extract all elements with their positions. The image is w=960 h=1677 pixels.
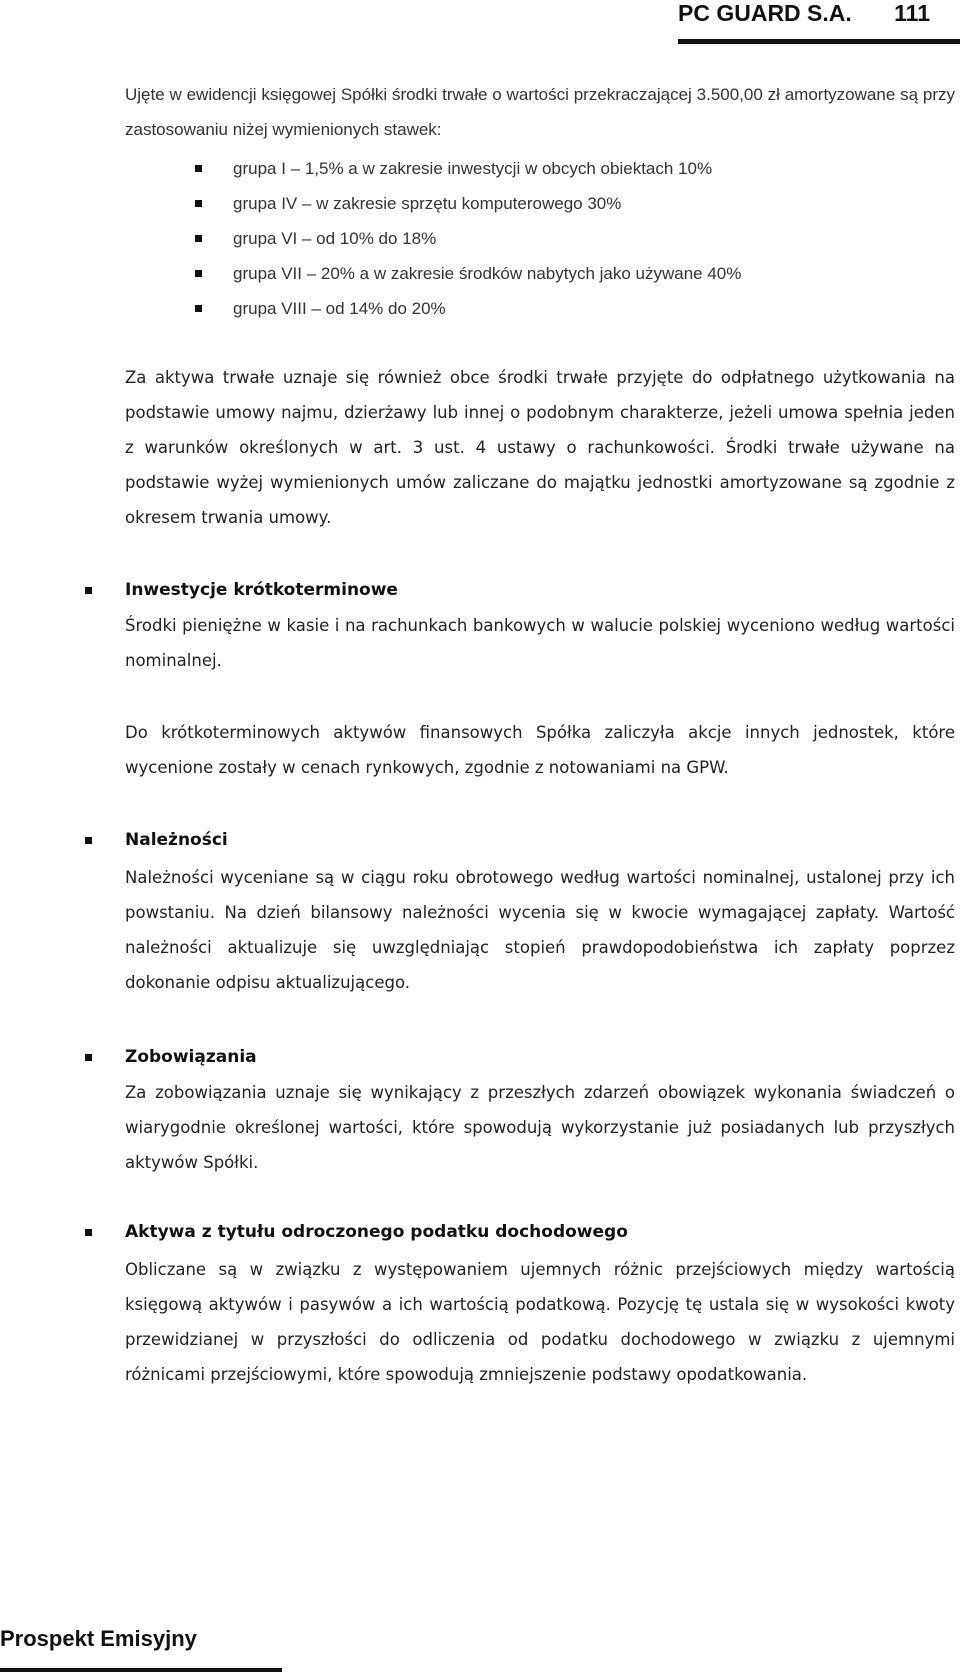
square-bullet-icon [85,587,92,594]
section-body [125,715,955,785]
page-footer [0,1626,282,1666]
depreciation-rates-list [195,151,741,326]
company-title: PC GUARD S.A. [678,0,852,26]
footer-rule [0,1668,282,1672]
list-item [195,256,741,291]
paragraph-text: Obliczane są w związku z występowaniem ujemnych różnic przejściowych między wartością księgową aktywów i pasywów a ich wartością podatkową. Pozycję tę ustala się w wysokości kwoty przewidzianej w przyszłości do odliczenia od podatku dochodowego w związku z ujemnymi różnicami przejściowymi, które spowodują zmniejszenie podstawy opodatkowania. [125,1260,955,1384]
paragraph-text: Do krótkoterminowych aktywów finansowych Spółka zaliczyła akcje innych jednostek, które wycenione zostały w cenach rynkowych, zgodnie z notowaniami na GPW. [125,723,955,777]
square-bullet-icon [195,235,202,242]
section-body [125,1075,955,1180]
list-item [195,186,741,221]
square-bullet-icon [195,305,202,312]
section-heading-text: Zobowiązania [125,1047,257,1067]
list-item-text: grupa VIII – od 14% do 20% [233,299,446,318]
section-heading-text: Inwestycje krótkoterminowe [125,580,398,600]
square-bullet-icon [195,270,202,277]
section-body [125,1252,955,1392]
square-bullet-icon [195,165,202,172]
page-number: 111 [894,0,930,26]
section-heading-text: Aktywa z tytułu odroczonego podatku dochodowego [125,1222,628,1242]
paragraph-text: Środki pieniężne w kasie i na rachunkach bankowych w walucie polskiej wyceniono według wartości nominalnej. [125,616,955,670]
footer-title: Prospekt Emisyjny [0,1626,197,1651]
list-item [195,151,741,186]
list-item-text: grupa VII – 20% a w zakresie środków nabytych jako używane 40% [233,264,742,283]
list-item-text: grupa VI – od 10% do 18% [233,229,437,248]
square-bullet-icon [85,1054,92,1061]
page-header [678,0,960,44]
square-bullet-icon [85,837,92,844]
section-heading-text: Należności [125,830,228,850]
section-body [125,860,955,1000]
list-item [195,221,741,256]
square-bullet-icon [85,1229,92,1236]
leasing-paragraph [125,360,955,535]
paragraph-text: Należności wyceniane są w ciągu roku obrotowego według wartości nominalnej, ustalonej przy ich powstaniu. Na dzień bilansowy należności wycenia się w kwocie wymagającej zapłaty. Wartość należności aktualizuje się uwzględniając stopień prawdopodobieństwa ich zapłaty poprzez dokonanie odpisu aktualizującego. [125,868,955,992]
list-item-text: grupa IV – w zakresie sprzętu komputerowego 30% [233,194,622,213]
list-item-text: grupa I – 1,5% a w zakresie inwestycji w obcych obiektach 10% [233,159,713,178]
header-rule [678,39,960,44]
square-bullet-icon [195,200,202,207]
paragraph-text: Za aktywa trwałe uznaje się również obce środki trwałe przyjęte do odpłatnego użytkowania na podstawie umowy najmu, dzierżawy lub innej o podobnym charakterze, jeżeli umowa spełnia jeden z warunków określonych w art. 3 ust. 4 ustawy o rachunkowości. Środki trwałe używane na podstawie wyżej wymienionych umów zaliczane do majątku jednostki amortyzowane są zgodnie z okresem trwania umowy. [125,368,955,527]
section-body [125,608,955,678]
list-item [195,291,741,326]
paragraph-text: Za zobowiązania uznaje się wynikający z przeszłych zdarzeń obowiązek wykonania świadczeń o wiarygodnie określonej wartości, które spowodują wykorzystanie już posiadanych lub przyszłych aktywów Spółki. [125,1083,955,1172]
intro-paragraph: Ujęte w ewidencji księgowej Spółki środki trwałe o wartości przekraczającej 3.500,00 zł amortyzowane są przy zastosowaniu niżej wymienionych stawek: [125,85,955,139]
